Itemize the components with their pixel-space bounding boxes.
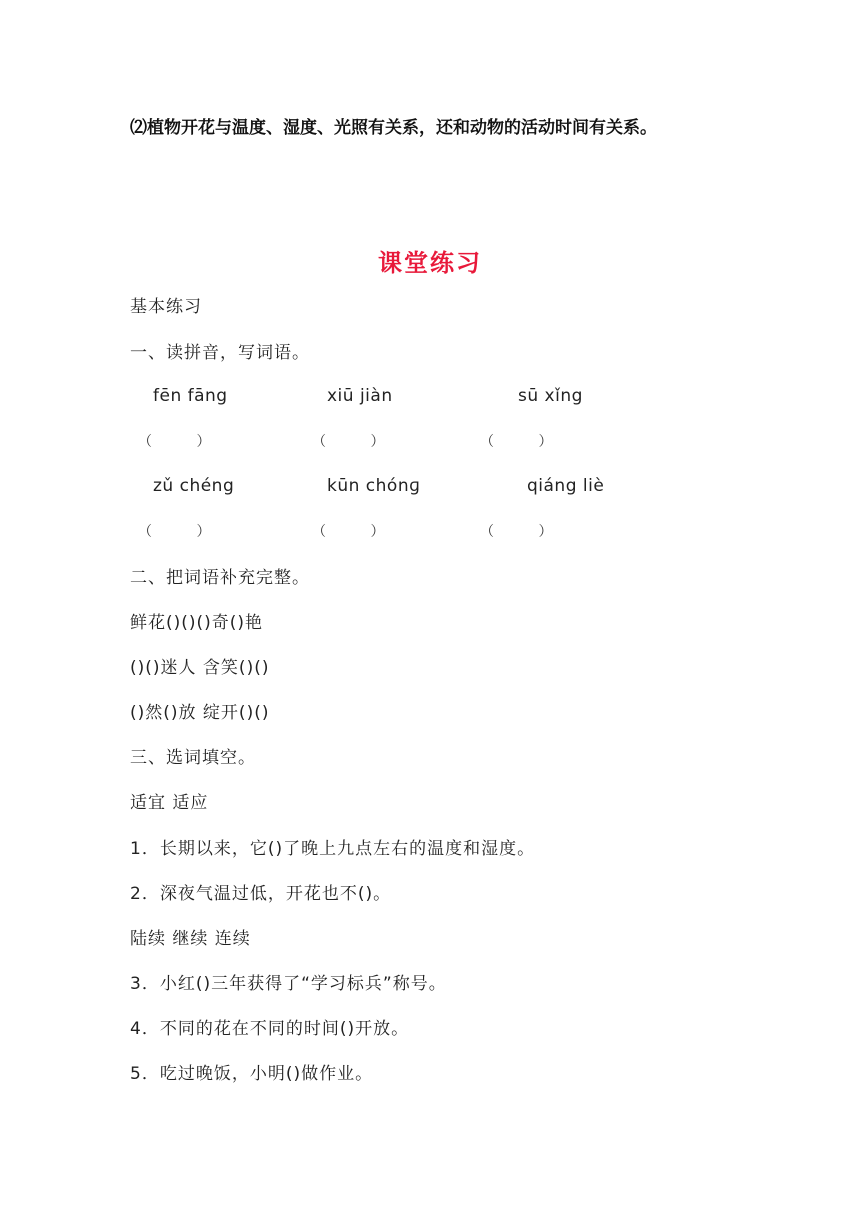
answer-blank-row-2 — [130, 521, 730, 545]
pinyin-item: zǔ chéng — [153, 476, 235, 496]
answer-blank[interactable]: （ ） — [480, 524, 553, 540]
fill-line: 鲜花()()()奇()艳 — [130, 613, 264, 633]
pinyin-item: kūn chónɡ — [327, 476, 421, 496]
pinyin-item: xiū jiàn — [327, 386, 393, 406]
word-choices-1: 适宜 适应 — [130, 793, 209, 813]
answer-blank[interactable]: （ ） — [138, 524, 211, 540]
fill-sentence: 2．深夜气温过低，开花也不()。 — [130, 884, 392, 904]
answer-blank-row-1 — [130, 431, 730, 455]
answer-blank[interactable]: （ ） — [480, 434, 553, 450]
section-title: 课堂练习 — [378, 249, 482, 277]
basic-practice-label: 基本练习 — [130, 297, 202, 317]
question-3-heading: 三、选词填空。 — [130, 748, 256, 768]
word-choices-2: 陆续 继续 连续 — [130, 929, 251, 949]
pinyin-item: fēn fāng — [153, 386, 228, 406]
answer-blank[interactable]: （ ） — [138, 434, 211, 450]
pinyin-row-1 — [130, 386, 730, 412]
fill-line: ()()迷人 含笑()() — [130, 658, 270, 678]
fill-sentence: 1．长期以来，它()了晚上九点左右的温度和湿度。 — [130, 839, 536, 859]
fill-sentence: 4．不同的花在不同的时间()开放。 — [130, 1019, 410, 1039]
answer-blank[interactable]: （ ） — [312, 524, 385, 540]
intro-note: ⑵植物开花与温度、湿度、光照有关系，还和动物的活动时间有关系。 — [130, 118, 657, 138]
pinyin-item: qiáng liè — [527, 476, 605, 496]
answer-blank[interactable]: （ ） — [312, 434, 385, 450]
question-2-heading: 二、把词语补充完整。 — [130, 568, 310, 588]
question-1-heading: 一、读拼音，写词语。 — [130, 343, 310, 363]
pinyin-item: sū xǐng — [518, 386, 583, 406]
fill-sentence: 5．吃过晚饭，小明()做作业。 — [130, 1064, 374, 1084]
fill-sentence: 3．小红()三年获得了“学习标兵”称号。 — [130, 974, 447, 994]
fill-line: ()然()放 绽开()() — [130, 703, 270, 723]
pinyin-row-2 — [130, 476, 730, 502]
